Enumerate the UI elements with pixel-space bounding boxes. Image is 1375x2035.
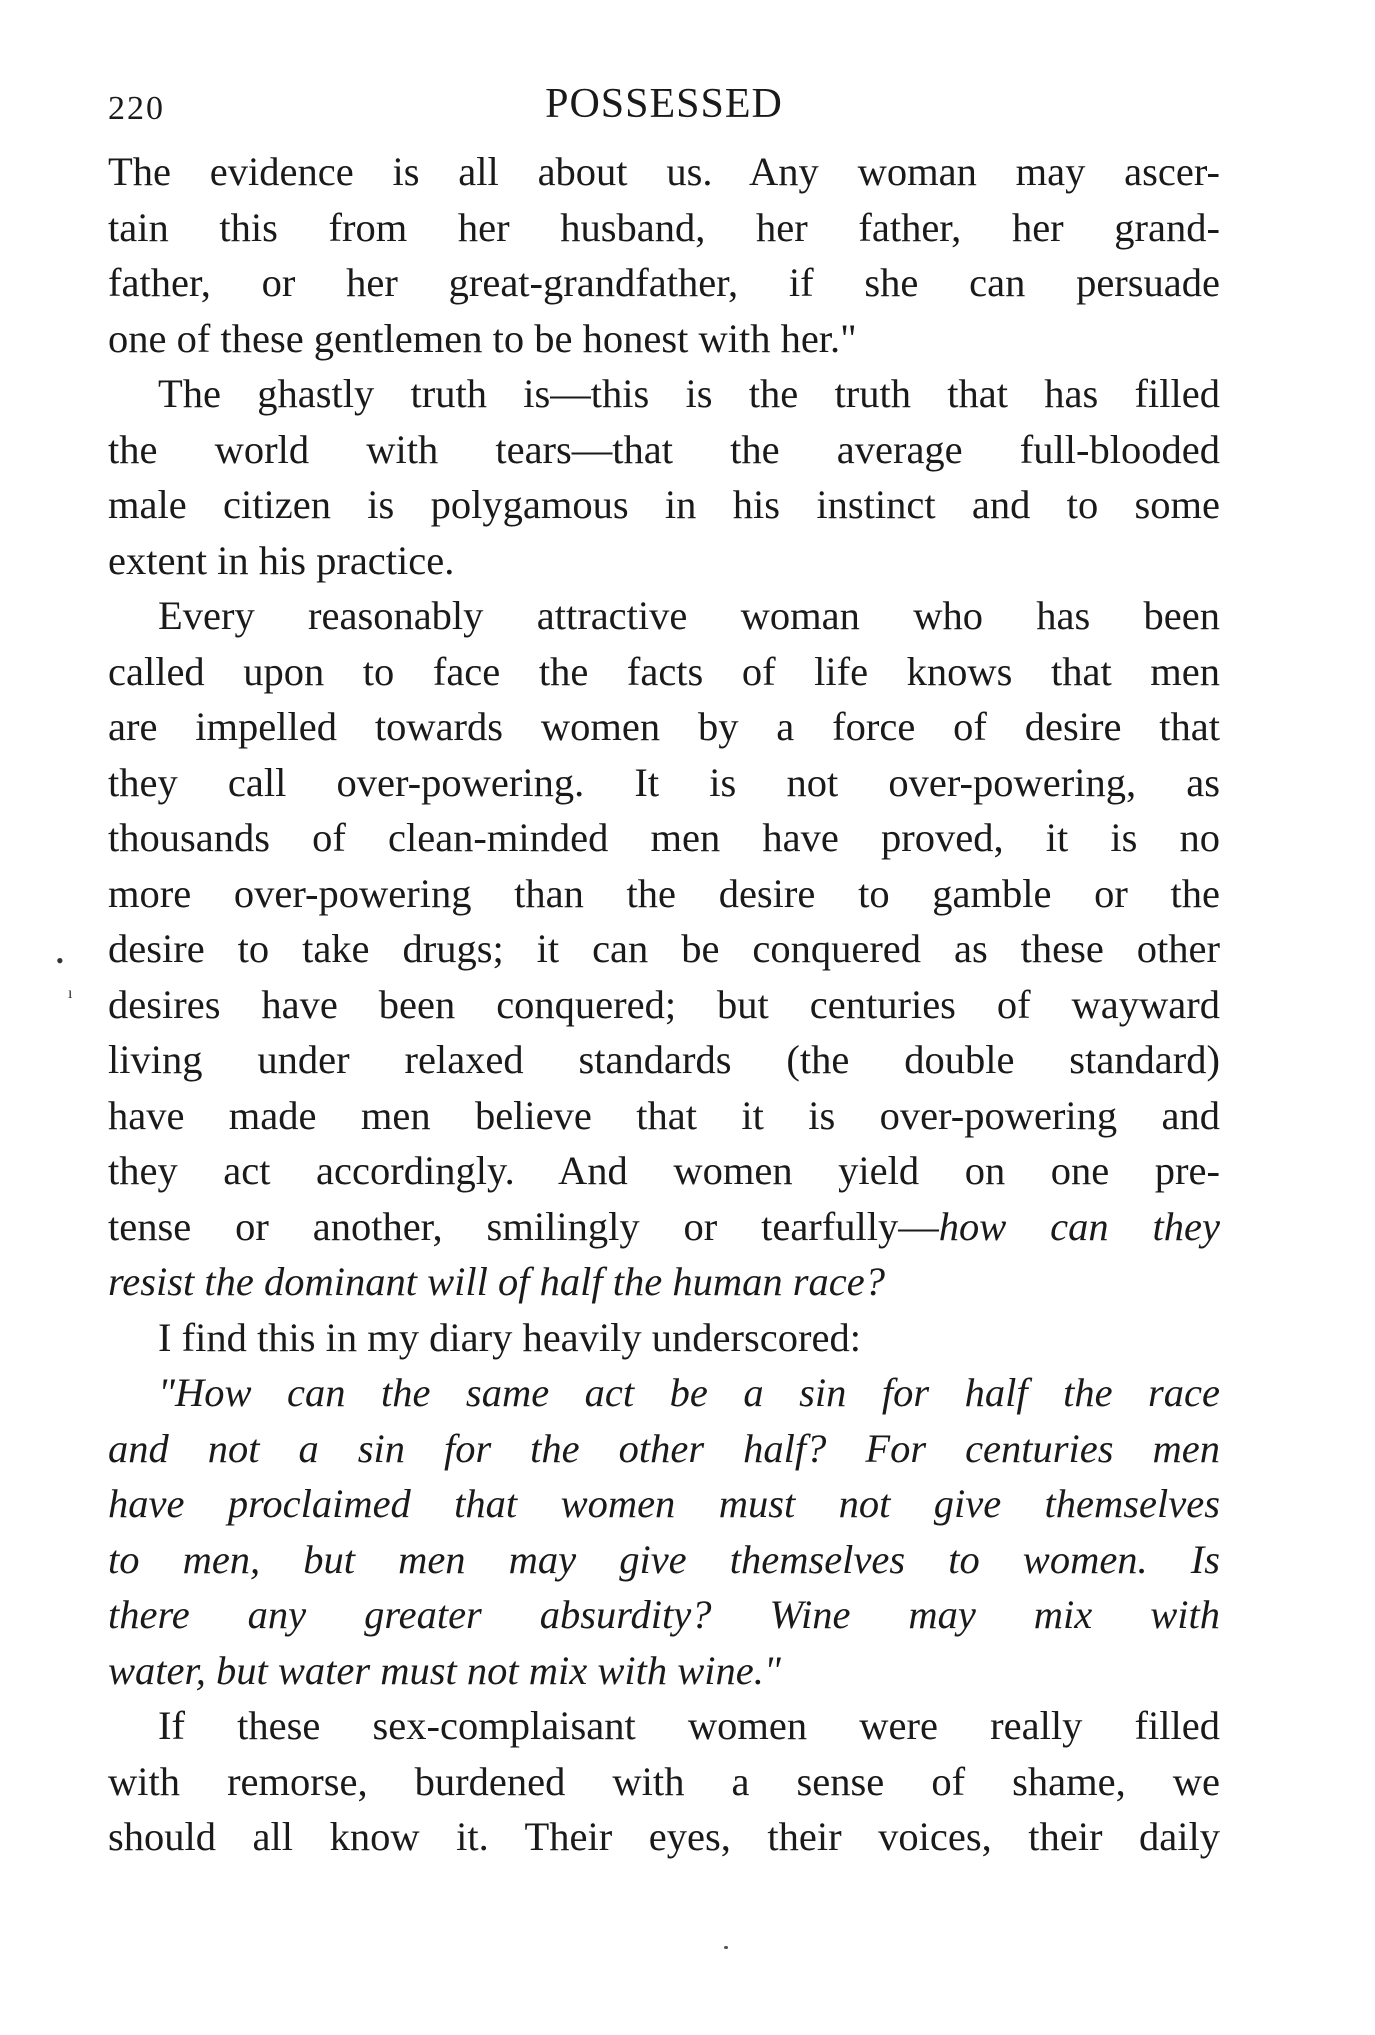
quote-line: and not a sin for the other half? For centuries men xyxy=(108,1425,1220,1471)
text-line: more over-powering than the desire to gamble or the xyxy=(108,870,1220,916)
running-title: POSSESSED xyxy=(545,81,783,127)
text-line: Every reasonably attractive woman who has been xyxy=(158,593,1220,638)
text-line: the world with tears—that the average full-blooded xyxy=(108,426,1220,472)
quote-line: water, but water must not mix with wine." xyxy=(108,1647,781,1693)
quote-line: "How can the same act be a sin for half the race xyxy=(158,1370,1220,1415)
page-number: 220 xyxy=(108,90,165,127)
text-line: desires have been conquered; but centuries of wayward xyxy=(108,981,1220,1027)
text-line: they call over-powering. It is not over-powering, as xyxy=(108,759,1220,805)
text-line: thousands of clean-minded men have proved, it is no xyxy=(108,815,1220,860)
text-segment: tense or another, smilingly or tearfully— xyxy=(108,1203,939,1249)
text-line: with remorse, burdened with a sense of shame, we xyxy=(108,1758,1220,1804)
page-speck xyxy=(724,1946,728,1949)
text-line: resist the dominant will of half the human race? xyxy=(108,1259,885,1304)
text-line: The evidence is all about us. Any woman may ascer- xyxy=(108,149,1220,194)
book-page xyxy=(108,80,1220,1865)
text-line: they act accordingly. And women yield on one pre- xyxy=(108,1148,1220,1193)
running-head xyxy=(108,80,1220,142)
text-line: father, or her great-grandfather, if she can persuade xyxy=(108,260,1220,305)
text-line: desire to take drugs; it can be conquered as these other xyxy=(108,926,1220,971)
text-line: called upon to face the facts of life knows that men xyxy=(108,648,1220,694)
text-line: one of these gentlemen to be honest with her." xyxy=(108,315,857,361)
text-line: extent in his practice. xyxy=(108,537,455,583)
text-line: have made men believe that it is over-powering and xyxy=(108,1092,1220,1138)
italic-segment: how can they xyxy=(938,1203,1220,1249)
text-line: living under relaxed standards (the double standard) xyxy=(108,1037,1220,1082)
quote-line: there any greater absurdity? Wine may mix with xyxy=(108,1592,1220,1637)
text-line: are impelled towards women by a force of desire that xyxy=(108,704,1220,749)
margin-speck: ı xyxy=(68,985,73,1002)
body-text xyxy=(108,144,1220,1865)
text-line-mixed xyxy=(108,1199,1220,1255)
text-line: should all know it. Their eyes, their voices, their daily xyxy=(108,1814,1220,1859)
text-line: male citizen is polygamous in his instinct and to some xyxy=(108,482,1220,527)
text-line: If these sex-complaisant women were really filled xyxy=(158,1703,1220,1748)
quote-line: to men, but men may give themselves to women. Is xyxy=(108,1536,1220,1582)
quote-line: have proclaimed that women must not give themselves xyxy=(108,1481,1220,1526)
text-line: I find this in my diary heavily underscored: xyxy=(158,1314,861,1360)
margin-speck: • xyxy=(56,948,64,973)
text-line: The ghastly truth is—this is the truth that has filled xyxy=(158,371,1220,416)
text-line: tain this from her husband, her father, her grand- xyxy=(108,204,1220,250)
